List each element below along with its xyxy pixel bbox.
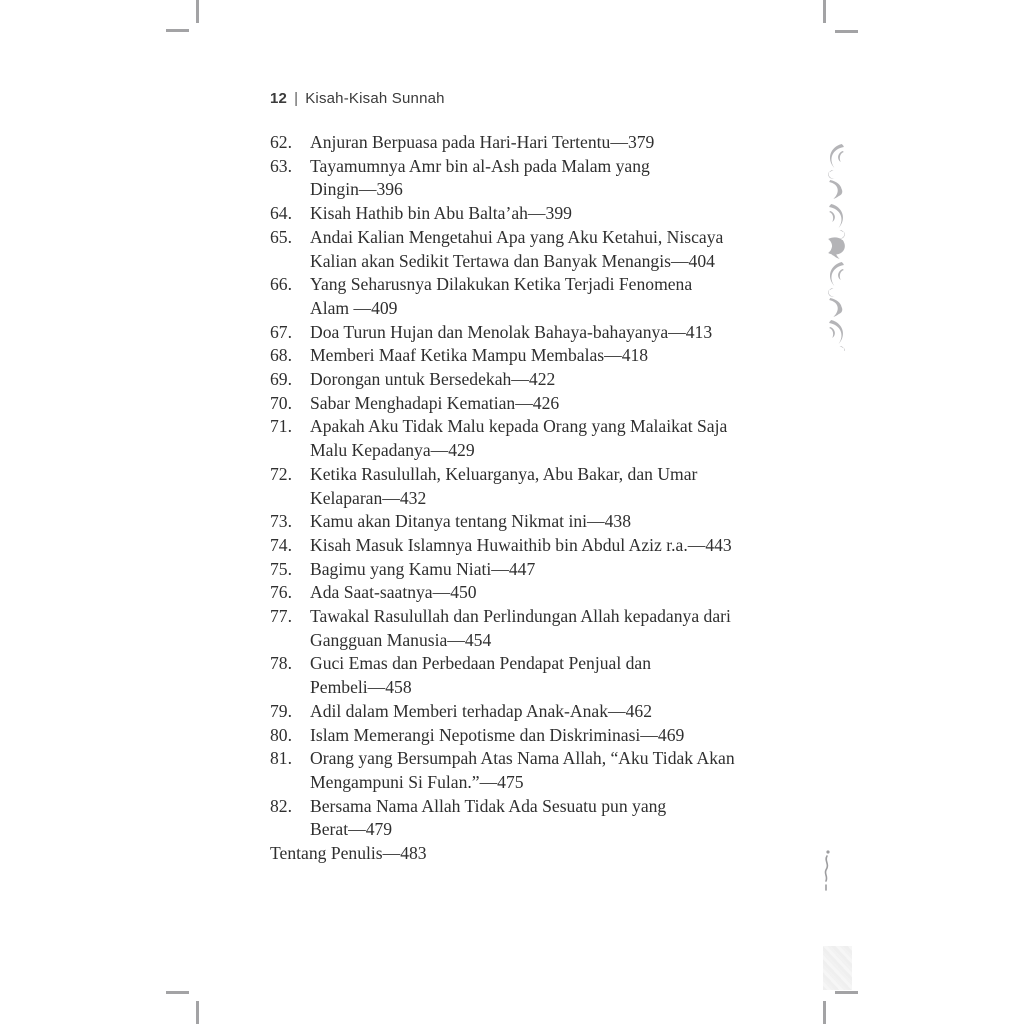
toc-title-line: Kamu akan Ditanya tentang Nikmat ini—438 [310,511,632,532]
toc-entry-title [310,321,770,345]
page-number: 12 [270,90,288,107]
toc-entry-number: 73. [270,511,292,532]
toc-entry-number: 70. [270,392,292,413]
toc-entry [270,415,770,462]
toc-entry-number: 66. [270,274,292,295]
toc-title-line: Kisah Hathib bin Abu Balta’ah—399 [310,203,572,224]
toc-entry [270,131,770,155]
toc-entry [270,534,770,558]
crop-mark-bottom-left-horizontal [166,991,189,994]
crop-mark-bottom-left-vertical [196,1001,199,1024]
toc-entry [270,392,770,416]
toc-entry-number: 82. [270,795,292,816]
toc-entry-title [310,131,770,155]
toc-entry [270,463,770,510]
toc-entry-title [310,344,770,368]
toc-entry-title [310,155,770,202]
toc-title-line: Kelaparan—432 [310,487,427,508]
running-header [270,90,445,107]
toc-entry-number: 74. [270,534,292,555]
toc-title-line: Berat—479 [310,819,393,840]
toc-entry [270,321,770,345]
table-of-contents [270,131,770,866]
toc-entry [270,226,770,273]
toc-entry-number: 68. [270,345,292,366]
toc-entry [270,581,770,605]
toc-title-line: Sabar Menghadapi Kematian—426 [310,392,560,413]
toc-entry [270,605,770,652]
toc-title-line: Andai Kalian Mengetahui Apa yang Aku Ketahui, Niscaya [310,226,724,247]
scan-noise-artifact [823,946,852,990]
toc-title-line: Ada Saat-saatnya—450 [310,582,477,603]
toc-entry [270,747,770,794]
toc-entry-title [310,795,770,842]
toc-title-line: Anjuran Berpuasa pada Hari-Hari Tertentu—379 [310,132,655,152]
toc-entry-number: 75. [270,558,292,579]
toc-title-line: Tayamumnya Amr bin al-Ash pada Malam yang [310,155,650,176]
crop-mark-bottom-right-horizontal [835,991,858,994]
toc-title-line: Dorongan untuk Bersedekah—422 [310,369,556,390]
toc-title-line: Islam Memerangi Nepotisme dan Diskriminasi—469 [310,724,685,745]
toc-entry-number: 62. [270,132,292,152]
toc-title-line: Gangguan Manusia—454 [310,629,492,650]
toc-entry-title [310,368,770,392]
toc-entry [270,368,770,392]
toc-title-line: Ketika Rasulullah, Keluarganya, Abu Bakar, dan Umar [310,463,698,484]
toc-entry-number: 81. [270,748,292,769]
toc-entry [270,202,770,226]
toc-entry [270,795,770,842]
toc-entry-title [310,605,770,652]
toc-entry-title [310,273,770,320]
toc-title-line: Malu Kepadanya—429 [310,440,475,461]
toc-entry-number: 64. [270,203,292,224]
toc-title-line: Adil dalam Memberi terhadap Anak-Anak—462 [310,700,653,721]
toc-entry [270,724,770,748]
toc-title-line: Dingin—396 [310,179,403,200]
toc-entry-number: 78. [270,653,292,674]
toc-entry-title [310,510,770,534]
toc-entry [270,558,770,582]
about-author-entry: Tentang Penulis—483 [270,843,427,864]
toc-entry-title [310,558,770,582]
toc-entry-title [310,226,770,273]
toc-title-line: Alam —409 [310,297,398,318]
ink-smudge-artifact [821,849,837,893]
toc-entry-number: 77. [270,606,292,627]
header-separator: | [294,90,299,107]
toc-entry [270,652,770,699]
toc-entry-title [310,392,770,416]
toc-title-line: Yang Seharusnya Dilakukan Ketika Terjadi Fenomena [310,274,693,295]
toc-title-line: Orang yang Bersumpah Atas Nama Allah, “Aku Tidak Akan [310,748,735,769]
toc-title-line: Mengampuni Si Fulan.”—475 [310,771,524,792]
toc-entry-title [310,581,770,605]
crop-mark-bottom-right-vertical [823,1001,826,1024]
toc-title-line: Bersama Nama Allah Tidak Ada Sesuatu pun yang [310,795,667,816]
toc-entry [270,700,770,724]
toc-entry-number: 65. [270,226,292,247]
toc-entry-title [310,534,770,558]
book-title: Kisah-Kisah Sunnah [305,90,445,107]
toc-entry-number: 76. [270,582,292,603]
toc-title-line: Guci Emas dan Perbedaan Pendapat Penjual dan [310,653,652,674]
toc-entry-title [310,747,770,794]
crop-mark-top-right-horizontal [835,30,858,33]
toc-title-line: Apakah Aku Tidak Malu kepada Orang yang Malaikat Saja [310,416,728,437]
toc-entry-number: 72. [270,463,292,484]
crop-mark-top-left-vertical [196,0,199,23]
crop-mark-top-left-horizontal [166,29,189,32]
toc-title-line: Bagimu yang Kamu Niati—447 [310,558,536,579]
toc-entry-number: 67. [270,321,292,342]
toc-entry-title [310,415,770,462]
toc-entry [270,510,770,534]
toc-title-line: Kisah Masuk Islamnya Huwaithib bin Abdul Aziz r.a.—443 [310,534,732,555]
toc-entry [270,155,770,202]
toc-title-line: Tawakal Rasulullah dan Perlindungan Allah kepadanya dari [310,606,731,627]
arabesque-ornament-icon [825,143,848,351]
toc-entry-number: 71. [270,416,292,437]
toc-title-line: Kalian akan Sedikit Tertawa dan Banyak Menangis—404 [310,250,715,271]
crop-mark-top-right-vertical [823,0,826,23]
toc-entry-number: 80. [270,724,292,745]
toc-entry [270,344,770,368]
toc-entry-title [310,700,770,724]
toc-entry [270,273,770,320]
toc-entry-title [310,724,770,748]
toc-title-line: Doa Turun Hujan dan Menolak Bahaya-bahayanya—413 [310,321,713,342]
toc-entry-number: 69. [270,369,292,390]
toc-title-line: Pembeli—458 [310,677,412,698]
toc-entry-number: 63. [270,155,292,176]
toc-entry-title [310,202,770,226]
toc-title-line: Memberi Maaf Ketika Mampu Membalas—418 [310,345,649,366]
toc-entry-title [310,463,770,510]
toc-entry-title [310,652,770,699]
toc-entry-number: 79. [270,700,292,721]
